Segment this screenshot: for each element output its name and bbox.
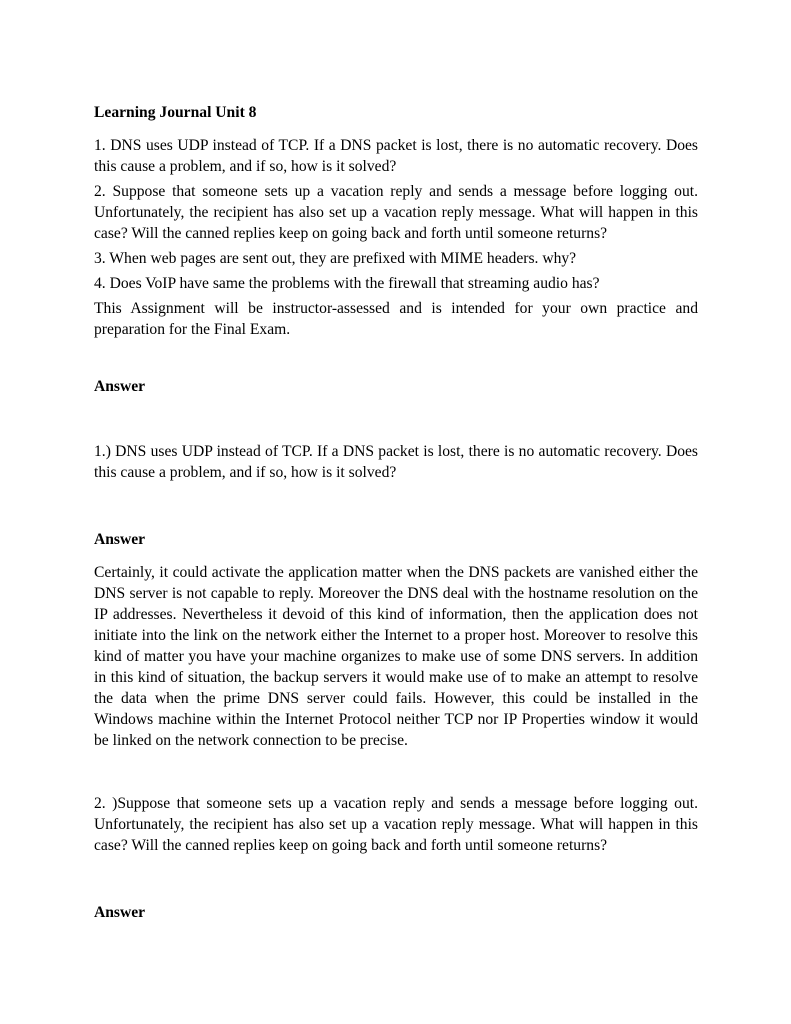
assignment-note: This Assignment will be instructor-assessed and is intended for your own practice and preparation for the Final Exam. <box>94 300 698 338</box>
question-4: 4. Does VoIP have same the problems with the firewall that streaming audio has? <box>94 275 600 292</box>
question-1: 1. DNS uses UDP instead of TCP. If a DNS packet is lost, there is no automatic recovery. Does this cause a problem, and if so, how is it solved? <box>94 137 698 175</box>
blank-space <box>94 755 698 793</box>
document-title: Learning Journal Unit 8 <box>94 104 257 121</box>
question-2: 2. Suppose that someone sets up a vacation reply and sends a message before logging out. Unfortunately, the recipient has also set up a vacation reply message. What will happen in this case? Will the canned replies keep on going back and forth until someone returns? <box>94 183 698 242</box>
restated-question-2: 2. )Suppose that someone sets up a vacation reply and sends a message before logging out. Unfortunately, the recipient has also set up a vacation reply message. What will happen in this case? Will the canned replies keep on going back and forth until someone returns? <box>94 795 698 854</box>
restated-question-1: 1.) DNS uses UDP instead of TCP. If a DNS packet is lost, there is no automatic recovery. Does this cause a problem, and if so, how is it solved? <box>94 443 698 481</box>
answer-heading-1: Answer <box>94 378 146 395</box>
blank-space <box>94 344 698 376</box>
answer-heading-2: Answer <box>94 531 146 548</box>
blank-space <box>94 554 698 562</box>
question-3: 3. When web pages are sent out, they are prefixed with MIME headers. why? <box>94 250 577 267</box>
blank-space <box>94 487 698 529</box>
answer-heading-3: Answer <box>94 904 146 921</box>
blank-space <box>94 860 698 902</box>
answer-1-body: Certainly, it could activate the application matter when the DNS packets are vanished either the DNS server is not capable to reply. Moreover the DNS deal with the hostname resolution on the IP addresses. Nevertheless it devoid of this kind of information, then the application does not initiate into the link on the network either the Internet to a proper host. Moreover to resolve this kind of matter you have your machine organizes to make use of some DNS servers. In addition in this kind of situation, the backup servers it would make use of to make an attempt to resolve the data when the prime DNS server could fails. However, this could be installed in the Windows machine within the Internet Protocol neither TCP nor IP Properties window it would be linked on the network connection to be precise. <box>94 564 698 749</box>
blank-space <box>94 401 698 441</box>
